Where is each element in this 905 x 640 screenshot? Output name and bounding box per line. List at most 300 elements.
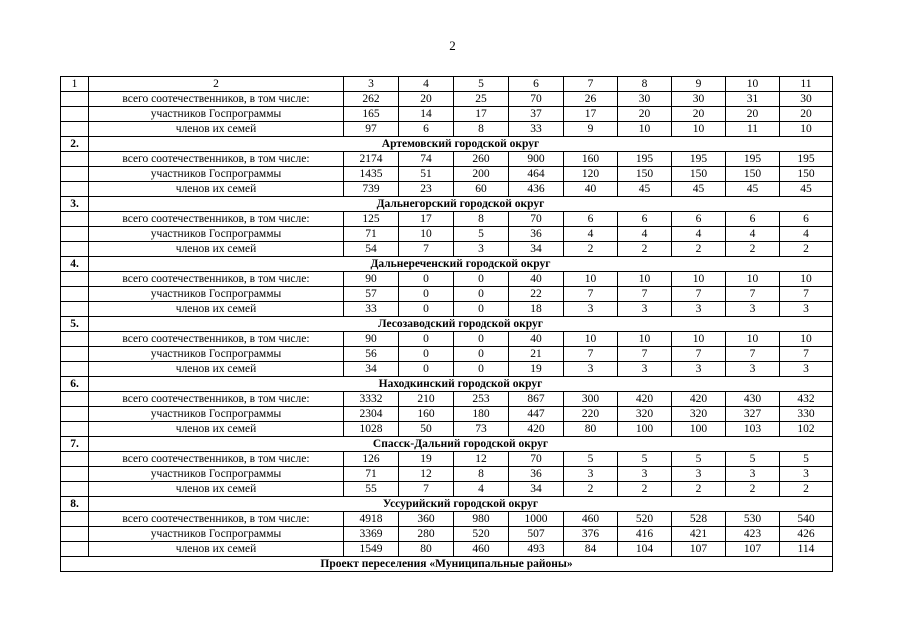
value-cell: 18	[509, 302, 564, 317]
blank-cell	[61, 512, 89, 527]
value-cell: 36	[509, 227, 564, 242]
section-number: 4.	[61, 257, 89, 272]
value-cell: 57	[344, 287, 399, 302]
value-cell: 17	[454, 107, 509, 122]
blank-cell	[61, 92, 89, 107]
value-cell: 5	[726, 452, 780, 467]
section-title: Артемовский городской округ	[89, 137, 833, 152]
value-cell: 220	[564, 407, 618, 422]
value-cell: 36	[509, 467, 564, 482]
row-label: участников Госпрограммы	[89, 227, 344, 242]
value-cell: 20	[399, 92, 454, 107]
value-cell: 4	[726, 227, 780, 242]
data-row	[61, 542, 833, 557]
value-cell: 327	[726, 407, 780, 422]
value-cell: 4	[618, 227, 672, 242]
value-cell: 71	[344, 467, 399, 482]
value-cell: 51	[399, 167, 454, 182]
value-cell: 7	[672, 287, 726, 302]
value-cell: 6	[726, 212, 780, 227]
data-row	[61, 467, 833, 482]
row-label: всего соотечественников, в том числе:	[89, 452, 344, 467]
row-label: всего соотечественников, в том числе:	[89, 332, 344, 347]
column-number-cell: 10	[726, 77, 780, 92]
column-number-cell: 3	[344, 77, 399, 92]
value-cell: 70	[509, 212, 564, 227]
section-title: Дальнегорский городской округ	[89, 197, 833, 212]
data-row	[61, 482, 833, 497]
value-cell: 195	[618, 152, 672, 167]
value-cell: 2	[564, 242, 618, 257]
value-cell: 10	[780, 332, 833, 347]
data-row	[61, 242, 833, 257]
value-cell: 2	[726, 242, 780, 257]
value-cell: 0	[399, 287, 454, 302]
value-cell: 3	[780, 362, 833, 377]
value-cell: 10	[780, 122, 833, 137]
value-cell: 40	[564, 182, 618, 197]
value-cell: 0	[399, 332, 454, 347]
value-cell: 103	[726, 422, 780, 437]
row-label: членов их семей	[89, 362, 344, 377]
page-number: 2	[449, 38, 456, 53]
value-cell: 280	[399, 527, 454, 542]
blank-cell	[61, 422, 89, 437]
value-cell: 23	[399, 182, 454, 197]
value-cell: 426	[780, 527, 833, 542]
value-cell: 493	[509, 542, 564, 557]
value-cell: 150	[780, 167, 833, 182]
value-cell: 3	[564, 467, 618, 482]
section-number: 8.	[61, 497, 89, 512]
value-cell: 126	[344, 452, 399, 467]
value-cell: 11	[726, 122, 780, 137]
value-cell: 6	[618, 212, 672, 227]
value-cell: 54	[344, 242, 399, 257]
row-label: всего соотечественников, в том числе:	[89, 512, 344, 527]
value-cell: 3	[564, 362, 618, 377]
value-cell: 14	[399, 107, 454, 122]
value-cell: 5	[780, 452, 833, 467]
data-row	[61, 227, 833, 242]
value-cell: 416	[618, 527, 672, 542]
value-cell: 17	[399, 212, 454, 227]
row-label: участников Госпрограммы	[89, 527, 344, 542]
value-cell: 33	[509, 122, 564, 137]
value-cell: 10	[564, 272, 618, 287]
value-cell: 376	[564, 527, 618, 542]
value-cell: 447	[509, 407, 564, 422]
footer-title: Проект переселения «Муниципальные районы»	[61, 557, 833, 572]
value-cell: 2	[780, 242, 833, 257]
value-cell: 0	[454, 362, 509, 377]
value-cell: 320	[672, 407, 726, 422]
value-cell: 9	[564, 122, 618, 137]
value-cell: 2174	[344, 152, 399, 167]
value-cell: 7	[672, 347, 726, 362]
section-title: Лесозаводский городской округ	[89, 317, 833, 332]
value-cell: 464	[509, 167, 564, 182]
blank-cell	[61, 407, 89, 422]
value-cell: 3	[618, 467, 672, 482]
value-cell: 4	[564, 227, 618, 242]
data-row	[61, 122, 833, 137]
value-cell: 3	[780, 302, 833, 317]
value-cell: 0	[399, 302, 454, 317]
section-row	[61, 257, 833, 272]
value-cell: 56	[344, 347, 399, 362]
column-number-cell: 9	[672, 77, 726, 92]
value-cell: 22	[509, 287, 564, 302]
value-cell: 6	[672, 212, 726, 227]
value-cell: 26	[564, 92, 618, 107]
row-label: всего соотечественников, в том числе:	[89, 152, 344, 167]
value-cell: 104	[618, 542, 672, 557]
value-cell: 25	[454, 92, 509, 107]
value-cell: 150	[726, 167, 780, 182]
data-row	[61, 92, 833, 107]
blank-cell	[61, 452, 89, 467]
value-cell: 2	[618, 482, 672, 497]
section-title: Находкинский городской округ	[89, 377, 833, 392]
blank-cell	[61, 182, 89, 197]
value-cell: 70	[509, 92, 564, 107]
value-cell: 3	[726, 467, 780, 482]
value-cell: 70	[509, 452, 564, 467]
value-cell: 102	[780, 422, 833, 437]
value-cell: 432	[780, 392, 833, 407]
value-cell: 2	[726, 482, 780, 497]
blank-cell	[61, 272, 89, 287]
value-cell: 90	[344, 332, 399, 347]
value-cell: 0	[454, 347, 509, 362]
value-cell: 10	[726, 332, 780, 347]
data-row	[61, 422, 833, 437]
blank-cell	[61, 347, 89, 362]
section-row	[61, 377, 833, 392]
value-cell: 195	[780, 152, 833, 167]
value-cell: 84	[564, 542, 618, 557]
value-cell: 739	[344, 182, 399, 197]
value-cell: 1000	[509, 512, 564, 527]
value-cell: 7	[726, 287, 780, 302]
value-cell: 253	[454, 392, 509, 407]
value-cell: 50	[399, 422, 454, 437]
value-cell: 3	[672, 467, 726, 482]
value-cell: 107	[672, 542, 726, 557]
data-row	[61, 272, 833, 287]
value-cell: 6	[399, 122, 454, 137]
section-number: 6.	[61, 377, 89, 392]
value-cell: 528	[672, 512, 726, 527]
row-label: участников Госпрограммы	[89, 287, 344, 302]
value-cell: 33	[344, 302, 399, 317]
value-cell: 5	[618, 452, 672, 467]
column-number-cell: 7	[564, 77, 618, 92]
value-cell: 10	[726, 272, 780, 287]
column-number-cell: 1	[61, 77, 89, 92]
value-cell: 460	[564, 512, 618, 527]
value-cell: 80	[564, 422, 618, 437]
value-cell: 17	[564, 107, 618, 122]
value-cell: 1549	[344, 542, 399, 557]
value-cell: 0	[454, 272, 509, 287]
value-cell: 2	[564, 482, 618, 497]
value-cell: 45	[780, 182, 833, 197]
data-row	[61, 107, 833, 122]
value-cell: 420	[672, 392, 726, 407]
value-cell: 210	[399, 392, 454, 407]
data-row	[61, 512, 833, 527]
value-cell: 420	[618, 392, 672, 407]
value-cell: 40	[509, 272, 564, 287]
value-cell: 420	[509, 422, 564, 437]
value-cell: 90	[344, 272, 399, 287]
value-cell: 360	[399, 512, 454, 527]
value-cell: 3	[726, 302, 780, 317]
footer-row	[61, 557, 833, 572]
value-cell: 125	[344, 212, 399, 227]
value-cell: 3	[672, 362, 726, 377]
value-cell: 34	[344, 362, 399, 377]
value-cell: 3	[564, 302, 618, 317]
row-label: всего соотечественников, в том числе:	[89, 272, 344, 287]
value-cell: 195	[726, 152, 780, 167]
value-cell: 2	[780, 482, 833, 497]
value-cell: 4	[780, 227, 833, 242]
value-cell: 520	[618, 512, 672, 527]
value-cell: 430	[726, 392, 780, 407]
value-cell: 4	[454, 482, 509, 497]
value-cell: 160	[399, 407, 454, 422]
blank-cell	[61, 527, 89, 542]
blank-cell	[61, 332, 89, 347]
value-cell: 0	[399, 272, 454, 287]
value-cell: 8	[454, 467, 509, 482]
value-cell: 10	[672, 122, 726, 137]
resettlement-table	[60, 76, 833, 572]
value-cell: 34	[509, 482, 564, 497]
column-number-cell: 11	[780, 77, 833, 92]
value-cell: 2	[618, 242, 672, 257]
value-cell: 34	[509, 242, 564, 257]
column-number-cell: 5	[454, 77, 509, 92]
blank-cell	[61, 107, 89, 122]
value-cell: 3	[726, 362, 780, 377]
value-cell: 114	[780, 542, 833, 557]
value-cell: 7	[780, 347, 833, 362]
value-cell: 423	[726, 527, 780, 542]
value-cell: 74	[399, 152, 454, 167]
value-cell: 320	[618, 407, 672, 422]
value-cell: 5	[454, 227, 509, 242]
value-cell: 260	[454, 152, 509, 167]
section-title: Дальнереченский городской округ	[89, 257, 833, 272]
blank-cell	[61, 542, 89, 557]
section-row	[61, 137, 833, 152]
value-cell: 150	[618, 167, 672, 182]
value-cell: 460	[454, 542, 509, 557]
value-cell: 7	[618, 287, 672, 302]
value-cell: 21	[509, 347, 564, 362]
row-label: всего соотечественников, в том числе:	[89, 392, 344, 407]
data-row	[61, 362, 833, 377]
value-cell: 20	[726, 107, 780, 122]
value-cell: 80	[399, 542, 454, 557]
section-title: Спасск-Дальний городской округ	[89, 437, 833, 452]
blank-cell	[61, 482, 89, 497]
value-cell: 10	[399, 227, 454, 242]
row-label: участников Госпрограммы	[89, 407, 344, 422]
row-label: членов их семей	[89, 242, 344, 257]
data-row	[61, 332, 833, 347]
section-title: Уссурийский городской округ	[89, 497, 833, 512]
value-cell: 5	[564, 452, 618, 467]
value-cell: 8	[454, 122, 509, 137]
section-row	[61, 437, 833, 452]
value-cell: 300	[564, 392, 618, 407]
value-cell: 900	[509, 152, 564, 167]
data-row	[61, 347, 833, 362]
data-row	[61, 527, 833, 542]
value-cell: 3	[454, 242, 509, 257]
row-label: членов их семей	[89, 482, 344, 497]
value-cell: 45	[618, 182, 672, 197]
value-cell: 30	[672, 92, 726, 107]
value-cell: 31	[726, 92, 780, 107]
value-cell: 10	[618, 332, 672, 347]
value-cell: 10	[672, 272, 726, 287]
value-cell: 10	[672, 332, 726, 347]
value-cell: 71	[344, 227, 399, 242]
value-cell: 3	[780, 467, 833, 482]
value-cell: 540	[780, 512, 833, 527]
row-label: участников Госпрограммы	[89, 167, 344, 182]
value-cell: 30	[618, 92, 672, 107]
value-cell: 19	[509, 362, 564, 377]
value-cell: 100	[672, 422, 726, 437]
data-row	[61, 182, 833, 197]
value-cell: 0	[454, 287, 509, 302]
value-cell: 97	[344, 122, 399, 137]
row-label: участников Госпрограммы	[89, 347, 344, 362]
value-cell: 2	[672, 242, 726, 257]
value-cell: 120	[564, 167, 618, 182]
value-cell: 436	[509, 182, 564, 197]
value-cell: 4	[672, 227, 726, 242]
value-cell: 19	[399, 452, 454, 467]
section-number: 7.	[61, 437, 89, 452]
blank-cell	[61, 467, 89, 482]
value-cell: 7	[399, 482, 454, 497]
value-cell: 7	[726, 347, 780, 362]
value-cell: 100	[618, 422, 672, 437]
value-cell: 3	[618, 302, 672, 317]
row-label: членов их семей	[89, 122, 344, 137]
value-cell: 0	[399, 347, 454, 362]
value-cell: 10	[780, 272, 833, 287]
data-row	[61, 452, 833, 467]
blank-cell	[61, 287, 89, 302]
value-cell: 20	[672, 107, 726, 122]
value-cell: 12	[399, 467, 454, 482]
row-label: членов их семей	[89, 542, 344, 557]
value-cell: 1435	[344, 167, 399, 182]
data-row	[61, 287, 833, 302]
value-cell: 0	[399, 362, 454, 377]
blank-cell	[61, 362, 89, 377]
section-row	[61, 317, 833, 332]
value-cell: 421	[672, 527, 726, 542]
blank-cell	[61, 302, 89, 317]
row-label: участников Госпрограммы	[89, 467, 344, 482]
value-cell: 10	[618, 122, 672, 137]
value-cell: 45	[672, 182, 726, 197]
blank-cell	[61, 167, 89, 182]
row-label: членов их семей	[89, 302, 344, 317]
value-cell: 37	[509, 107, 564, 122]
row-label: участников Госпрограммы	[89, 107, 344, 122]
value-cell: 20	[618, 107, 672, 122]
value-cell: 1028	[344, 422, 399, 437]
column-number-cell: 6	[509, 77, 564, 92]
value-cell: 10	[618, 272, 672, 287]
value-cell: 10	[564, 332, 618, 347]
data-row	[61, 407, 833, 422]
value-cell: 0	[454, 302, 509, 317]
value-cell: 6	[564, 212, 618, 227]
section-number: 3.	[61, 197, 89, 212]
value-cell: 3	[672, 302, 726, 317]
value-cell: 262	[344, 92, 399, 107]
data-row	[61, 302, 833, 317]
row-label: членов их семей	[89, 182, 344, 197]
value-cell: 7	[564, 347, 618, 362]
row-label: членов их семей	[89, 422, 344, 437]
blank-cell	[61, 152, 89, 167]
value-cell: 3369	[344, 527, 399, 542]
blank-cell	[61, 122, 89, 137]
value-cell: 20	[780, 107, 833, 122]
blank-cell	[61, 227, 89, 242]
value-cell: 150	[672, 167, 726, 182]
value-cell: 330	[780, 407, 833, 422]
blank-cell	[61, 212, 89, 227]
value-cell: 107	[726, 542, 780, 557]
value-cell: 45	[726, 182, 780, 197]
value-cell: 30	[780, 92, 833, 107]
value-cell: 7	[399, 242, 454, 257]
value-cell: 180	[454, 407, 509, 422]
column-number-cell: 2	[89, 77, 344, 92]
row-label: всего соотечественников, в том числе:	[89, 92, 344, 107]
data-row	[61, 212, 833, 227]
blank-cell	[61, 392, 89, 407]
column-number-cell: 4	[399, 77, 454, 92]
section-number: 5.	[61, 317, 89, 332]
column-number-cell: 8	[618, 77, 672, 92]
value-cell: 7	[564, 287, 618, 302]
row-label: всего соотечественников, в том числе:	[89, 212, 344, 227]
value-cell: 3	[618, 362, 672, 377]
value-cell: 200	[454, 167, 509, 182]
value-cell: 40	[509, 332, 564, 347]
header-row	[61, 77, 833, 92]
value-cell: 2304	[344, 407, 399, 422]
data-row	[61, 392, 833, 407]
value-cell: 3332	[344, 392, 399, 407]
value-cell: 6	[780, 212, 833, 227]
